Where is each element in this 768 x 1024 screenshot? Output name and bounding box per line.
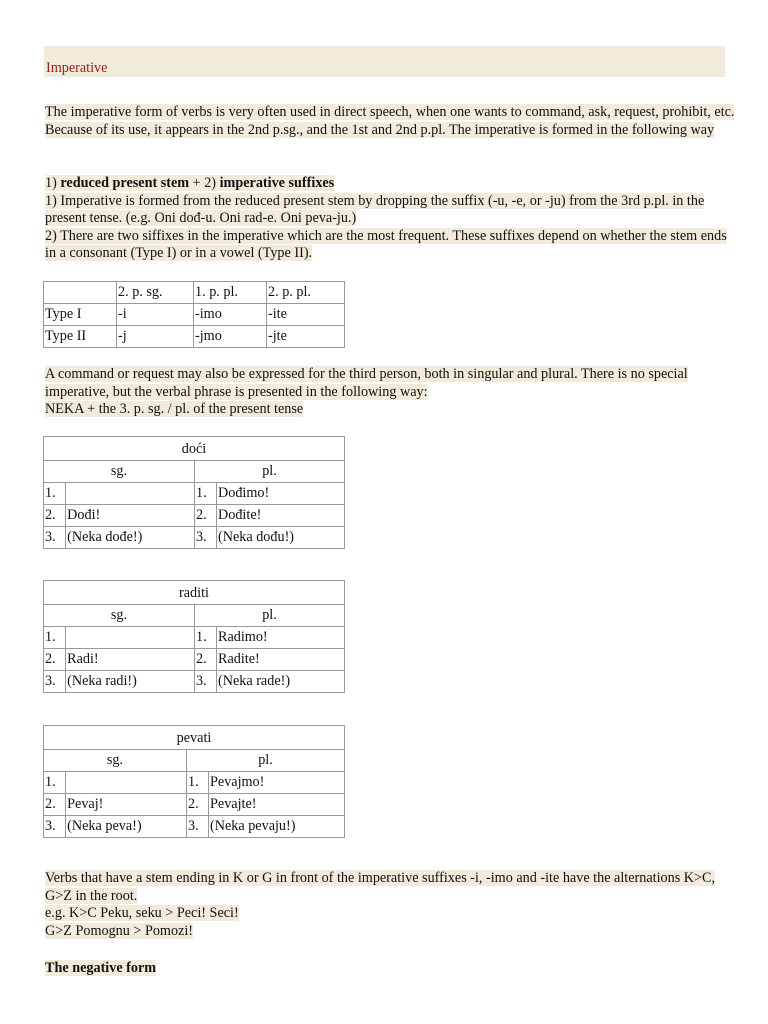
table-cell: Pevaj! [66,794,187,816]
table-cell: 1. [44,627,66,649]
table-cell: Pevajte! [209,794,345,816]
table-row [44,437,345,461]
table-cell [66,772,187,794]
negative-heading: The negative form [45,960,157,976]
table-row [44,326,345,348]
table-cell: 1. [44,483,66,505]
table-cell: Pevajmo! [209,772,345,794]
alternations-example-2: G>Z Pomognu > Pomozi! [45,922,194,939]
sg-label: sg. [44,750,187,772]
table-cell: (Neka dođu!) [217,527,345,549]
table-cell: (Neka rade!) [217,671,345,693]
table-cell: 1. p. pl. [194,282,267,304]
table-row [44,816,345,838]
sg-label: sg. [44,605,195,627]
table-row [44,649,345,671]
suffix-table [43,281,345,348]
alternations-example-1: e.g. K>C Peku, seku > Peci! Seci! [45,905,239,921]
table-cell: Radi! [66,649,195,671]
table-cell: -jte [267,326,345,348]
verb-table-pevati [43,725,345,838]
table-cell: 3. [187,816,209,838]
table-cell [66,627,195,649]
table-row [44,772,345,794]
table-cell: (Neka peva!) [66,816,187,838]
sg-label: sg. [44,461,195,483]
table-row [44,581,345,605]
table-cell: (Neka radi!) [66,671,195,693]
table-cell: Radite! [217,649,345,671]
verb-table-doci [43,436,345,549]
table-cell: 1. [195,483,217,505]
table-cell: -i [117,304,194,326]
pl-label: pl. [187,750,345,772]
table-row [44,527,345,549]
verb-name: raditi [44,581,345,605]
table-cell: 3. [44,671,66,693]
table-cell: -j [117,326,194,348]
table-row [44,461,345,483]
table-cell: 2. [195,505,217,527]
table-cell: 2. p. pl. [267,282,345,304]
third-person-section [45,366,735,419]
table-row [44,282,345,304]
table-cell: (Neka pevaju!) [209,816,345,838]
table-cell: Dođi! [66,505,195,527]
verb-name: pevati [44,726,345,750]
table-cell: 3. [44,816,66,838]
table-row [44,726,345,750]
table-cell: 3. [195,671,217,693]
table-row [44,627,345,649]
table-row [44,671,345,693]
page-title: Imperative [46,60,108,76]
alternations-text: Verbs that have a stem ending in K or G in front of the imperative suffixes -i, -imo and -ite have the alternations K>C, G>Z in the root. [45,870,716,904]
table-cell [44,282,117,304]
formation-section [45,175,735,263]
table-cell: Dođite! [217,505,345,527]
formation-formula: 1) reduced present stem + 2) imperative suffixes [45,175,335,191]
pl-label: pl. [195,461,345,483]
table-cell: 1. [187,772,209,794]
table-cell: 3. [195,527,217,549]
table-cell: -imo [194,304,267,326]
intro-paragraph: The imperative form of verbs is very often used in direct speech, when one wants to command, ask, request, prohibit, etc. Because of its use, it appears in the 2nd p.sg., and the 1st and 2nd p.pl. The imperative is formed in the following way [45,104,735,138]
table-row [44,483,345,505]
alternations-section [45,870,735,940]
table-cell: 2. [44,505,66,527]
table-row [44,750,345,772]
table-cell: 2. [187,794,209,816]
table-cell: 3. [44,527,66,549]
table-row [44,505,345,527]
table-cell: Type II [44,326,117,348]
verb-table-raditi [43,580,345,693]
table-cell: 1. [44,772,66,794]
table-cell: -jmo [194,326,267,348]
pl-label: pl. [195,605,345,627]
formation-line-1: 1) Imperative is formed from the reduced present stem by dropping the suffix (-u, -e, or -ju) from the 3rd p.pl. in the present tense. (e.g. Oni dođ-u. Oni rad-e. Oni peva-ju.) [45,192,705,226]
table-cell: Radimo! [217,627,345,649]
table-cell [66,483,195,505]
table-cell: (Neka dođe!) [66,527,195,549]
table-row [44,794,345,816]
table-cell: -ite [267,304,345,326]
verb-name: doći [44,437,345,461]
title-bar [44,46,725,77]
table-row [44,304,345,326]
table-cell: 2. [44,649,66,671]
formation-line-2: 2) There are two siffixes in the imperative which are the most frequent. These suffixes depend on whether the stem ends in a consonant (Type I) or in a vowel (Type II). [45,227,727,261]
table-row [44,605,345,627]
table-cell: 2. p. sg. [117,282,194,304]
table-cell: 2. [44,794,66,816]
table-cell: 1. [195,627,217,649]
table-cell: Dođimo! [217,483,345,505]
third-person-text: A command or request may also be expressed for the third person, both in singular and plural. There is no special imperative, but the verbal phrase is presented in the following way: [45,366,688,400]
third-person-formula: NEKA + the 3. p. sg. / pl. of the present tense [45,401,304,417]
table-cell: Type I [44,304,117,326]
table-cell: 2. [195,649,217,671]
